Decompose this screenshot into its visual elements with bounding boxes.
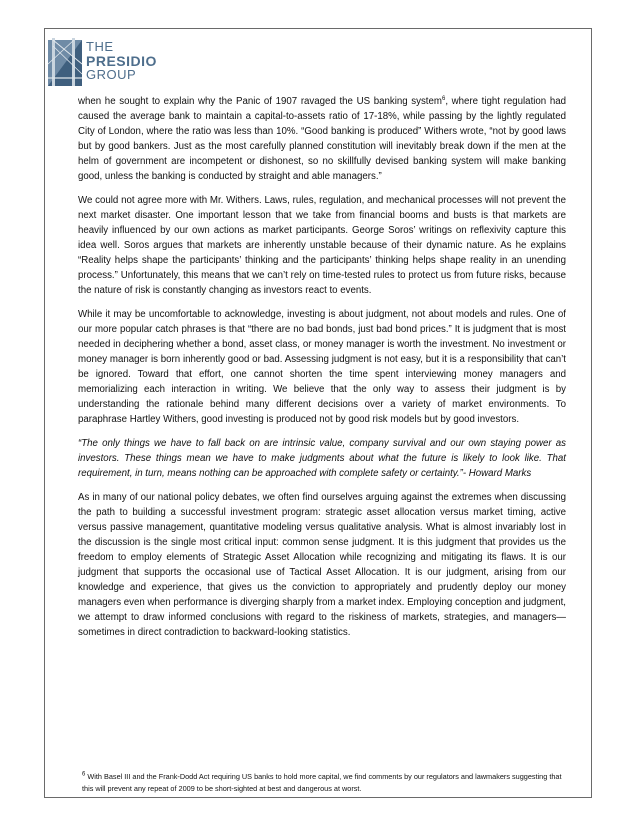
paragraph-3: While it may be uncomfortable to acknowledge, investing is about judgment, not about models and rules. One of our more popular catch phrases is that “there are no bad bonds, just bad bond prices.” It is judgment that is most needed in deciphering whether a bond, asset class, or money manager is worth the investment. No investment or money manager is born inherently good or bad. Assessing judgment is not easy, but it is a responsibility that can’t be ignored. Toward that effort, one cannot shorten the time spent interviewing money managers and memorializing each interaction in writing. We believe that the only way to assess their judgment is by understanding the rationale behind many different decisions over a variety of market environments. To paraphrase Hartley Withers, good investing is produced not by good risk models but by good investors. [78, 309, 566, 425]
footnote-number: 6 [82, 771, 86, 778]
paragraph-1-text-a: when he sought to explain why the Panic of 1907 ravaged the US banking system [78, 96, 442, 107]
howard-marks-quote: “The only things we have to fall back on are intrinsic value, company survival and our own staying power as investors. These things mean we have to make judgments about what the future is likely to look like. That requirement, in turn, means nothing can be approached with complete safety or certainty.”- Howard Marks [78, 438, 566, 479]
footnote-text: With Basel III and the Frank-Dodd Act requiring US banks to hold more capital, we find comments by our regulators and lawmakers suggesting that this will prevent any repeat of 2009 to be short-sighted at best and dangerous at worst. [82, 772, 562, 793]
body-text [78, 94, 566, 649]
footnote-ref: 6 [441, 95, 446, 102]
paragraph-1 [78, 94, 566, 184]
logo-wordmark [86, 40, 157, 82]
logo-line-presidio: PRESIDIO [86, 53, 157, 69]
paragraph-2: We could not agree more with Mr. Withers. Laws, rules, regulation, and mechanical processes will not prevent the next market disaster. One important lesson that we take from financial booms and busts is that markets are heavily influenced by our own actions as market participants. George Soros’ writings on reflexivity capture this idea well. Soros argues that markets are inherently unstable because of their dynamic nature. As he explains “Reality helps shape the participants’ thinking and the participants’ thinking helps shape reality in an unending process.” Unfortunately, this means that we can’t rely on time-tested rules to protect us from future risks, because the nature of risk is constantly changing as investors react to events. [78, 195, 566, 296]
logo-line-the: THE [86, 39, 114, 54]
paragraph-1-text-b: , where tight regulation had caused the average bank to maintain a capital-to-assets ratio of 17-18%, while passing by the lightly regulated City of London, where the ratio was less than 10%. “Good banking is produced” Withers wrote, “not by good laws but by good bankers. Just as the most carefully planned constitution will inevitably break down if the men at the helm of government are incompetent or dishonest, so no skillfully devised banking system will make banking good, unless the banking is conducted by straight and able managers.” [78, 96, 566, 182]
bridge-logo-icon [48, 34, 84, 90]
footnote [82, 771, 566, 795]
paragraph-4: As in many of our national policy debates, we often find ourselves arguing against the extremes when discussing the path to building a successful investment program: strategic asset allocation versus market timing, active versus passive management, quantitative modeling versus qualitative analysis. What is almost invariably lost in the discussion is the single most critical input: common sense judgment. It is this judgment that provides us the freedom to employ elements of Strategic Asset Allocation while recognizing and mitigating its flaws. It is our judgment that supports the occasional use of Tactical Asset Allocation. It is our judgment, arising from our knowledge and experience, that gives us the conviction to appropriately and prudently deploy our money managers even when performance is diverging sharply from a market index. Employing conception and judgment, we attempt to draw informed conclusions with regard to the riskiness of markets, strategies, and managers—sometimes in direct contradiction to backward-looking statistics. [78, 492, 566, 638]
logo-line-group: GROUP [86, 67, 137, 82]
presidio-group-logo [48, 34, 188, 90]
